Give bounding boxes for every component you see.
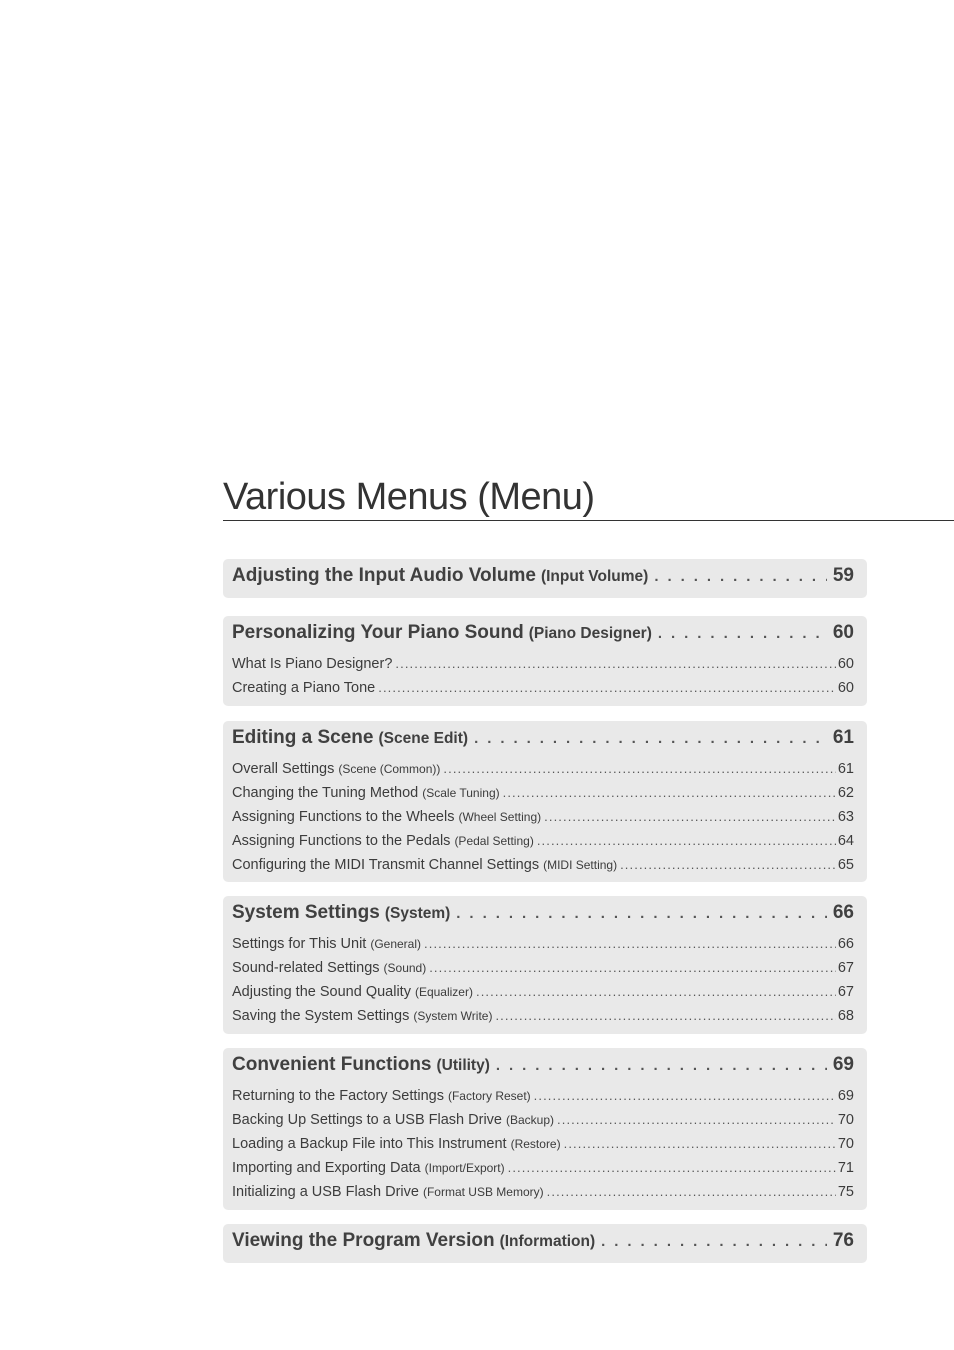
entry-title: What Is Piano Designer? (232, 656, 393, 672)
toc-sub-entry[interactable] (232, 1160, 854, 1176)
section-heading-entry[interactable] (232, 727, 854, 749)
entry-title: Sound-related Settings (232, 960, 380, 976)
toc-sub-entry[interactable] (232, 960, 854, 976)
entry-title: Initializing a USB Flash Drive (232, 1184, 419, 1200)
page-number: 60 (837, 680, 854, 696)
page-number: 61 (832, 727, 854, 748)
page-number: 62 (837, 785, 854, 801)
entry-menu-name: (Utility) (436, 1057, 490, 1074)
entry-menu-name: (Piano Designer) (528, 625, 652, 642)
entry-title: Configuring the MIDI Transmit Channel Settings (232, 857, 540, 873)
dot-leader (476, 984, 836, 999)
entry-title: Importing and Exporting Data (232, 1160, 421, 1176)
entry-title: Adjusting the Input Audio Volume (232, 565, 536, 586)
section-heading-entry[interactable] (232, 1230, 854, 1252)
page-title: Various Menus (Menu) (223, 476, 595, 518)
toc-section (223, 1048, 867, 1210)
dot-leader (658, 625, 827, 642)
page-number: 67 (837, 960, 854, 976)
entry-title: Settings for This Unit (232, 936, 367, 952)
toc-sub-entry[interactable] (232, 656, 854, 672)
entry-title: Backing Up Settings to a USB Flash Drive (232, 1112, 502, 1128)
dot-leader (654, 568, 827, 585)
toc-sub-entry[interactable] (232, 857, 854, 873)
dot-leader (620, 857, 836, 872)
entry-menu-name: (Pedal Setting) (454, 834, 534, 848)
entry-menu-name: (Wheel Setting) (458, 810, 542, 824)
entry-menu-name: (Information) (499, 1233, 596, 1250)
page-number: 60 (832, 622, 854, 643)
toc-sub-entry[interactable] (232, 1088, 854, 1104)
entry-title: Saving the System Settings (232, 1008, 410, 1024)
page-number: 76 (832, 1230, 854, 1251)
dot-leader (557, 1112, 836, 1127)
dot-leader (496, 1057, 827, 1074)
section-heading-entry[interactable] (232, 622, 854, 644)
dot-leader (544, 809, 836, 824)
entry-title: Assigning Functions to the Pedals (232, 833, 451, 849)
entry-menu-name: (Format USB Memory) (422, 1185, 544, 1199)
entry-menu-name: (Import/Export) (424, 1161, 505, 1175)
entry-menu-name: (System) (384, 905, 451, 922)
page-number: 60 (837, 656, 854, 672)
entry-menu-name: (Backup) (505, 1113, 555, 1127)
dot-leader (503, 785, 836, 800)
entry-title: Adjusting the Sound Quality (232, 984, 411, 1000)
entry-title: Viewing the Program Version (232, 1230, 495, 1251)
dot-leader (534, 1088, 836, 1103)
entry-menu-name: (General) (370, 937, 422, 951)
page-number: 70 (837, 1136, 854, 1152)
entry-menu-name: (Scene (Common)) (338, 762, 441, 776)
toc-sub-entry[interactable] (232, 936, 854, 952)
entry-menu-name: (Scale Tuning) (422, 786, 500, 800)
dot-leader (495, 1008, 835, 1023)
entry-title: Returning to the Factory Settings (232, 1088, 444, 1104)
page-number: 69 (837, 1088, 854, 1104)
dot-leader (547, 1184, 836, 1199)
page-number: 63 (837, 809, 854, 825)
title-rule (223, 520, 954, 521)
page-number: 64 (837, 833, 854, 849)
entry-menu-name: (Factory Reset) (447, 1089, 531, 1103)
page-number: 65 (837, 857, 854, 873)
toc-sub-entry[interactable] (232, 1136, 854, 1152)
dot-leader (395, 656, 835, 671)
toc-section (223, 559, 867, 598)
toc-sub-entry[interactable] (232, 1008, 854, 1024)
section-heading-entry[interactable] (232, 1054, 854, 1076)
dot-leader (474, 730, 827, 747)
toc-sub-entry[interactable] (232, 761, 854, 777)
entry-title: Overall Settings (232, 761, 335, 777)
section-heading-entry[interactable] (232, 565, 854, 587)
entry-title: Assigning Functions to the Wheels (232, 809, 455, 825)
toc-section (223, 616, 867, 706)
dot-leader (564, 1136, 836, 1151)
page-number: 66 (837, 936, 854, 952)
entry-title: Editing a Scene (232, 727, 374, 748)
toc-sub-entry[interactable] (232, 984, 854, 1000)
dot-leader (424, 936, 836, 951)
page-number: 70 (837, 1112, 854, 1128)
entry-menu-name: (Scene Edit) (378, 730, 469, 747)
toc-sub-entry[interactable] (232, 1112, 854, 1128)
page-number: 67 (837, 984, 854, 1000)
entry-menu-name: (MIDI Setting) (543, 858, 618, 872)
entry-title: Creating a Piano Tone (232, 680, 376, 696)
page-number: 61 (837, 761, 854, 777)
section-heading-entry[interactable] (232, 902, 854, 924)
dot-leader (378, 680, 836, 695)
entry-menu-name: (Equalizer) (414, 985, 473, 999)
entry-menu-name: (Sound) (383, 961, 427, 975)
toc-sub-entry[interactable] (232, 809, 854, 825)
dot-leader (537, 833, 836, 848)
page-number: 66 (832, 902, 854, 923)
toc-section (223, 896, 867, 1034)
page-number: 75 (837, 1184, 854, 1200)
page-number: 59 (832, 565, 854, 586)
toc-sub-entry[interactable] (232, 833, 854, 849)
entry-menu-name: (Restore) (510, 1137, 561, 1151)
dot-leader (508, 1160, 836, 1175)
toc-sub-entry[interactable] (232, 680, 854, 696)
entry-title: System Settings (232, 902, 380, 923)
toc-sub-entry[interactable] (232, 1184, 854, 1200)
dot-leader (601, 1233, 827, 1250)
dot-leader (443, 761, 835, 776)
toc-section (223, 1224, 867, 1263)
entry-title: Loading a Backup File into This Instrument (232, 1136, 507, 1152)
page-number: 68 (837, 1008, 854, 1024)
entry-menu-name: (Input Volume) (540, 568, 649, 585)
toc-section (223, 721, 867, 882)
page-number: 69 (832, 1054, 854, 1075)
toc-sub-entry[interactable] (232, 785, 854, 801)
entry-title: Personalizing Your Piano Sound (232, 622, 524, 643)
dot-leader (429, 960, 836, 975)
page-number: 71 (837, 1160, 854, 1176)
entry-title: Changing the Tuning Method (232, 785, 419, 801)
entry-menu-name: (System Write) (413, 1009, 493, 1023)
dot-leader (456, 905, 827, 922)
entry-title: Convenient Functions (232, 1054, 432, 1075)
